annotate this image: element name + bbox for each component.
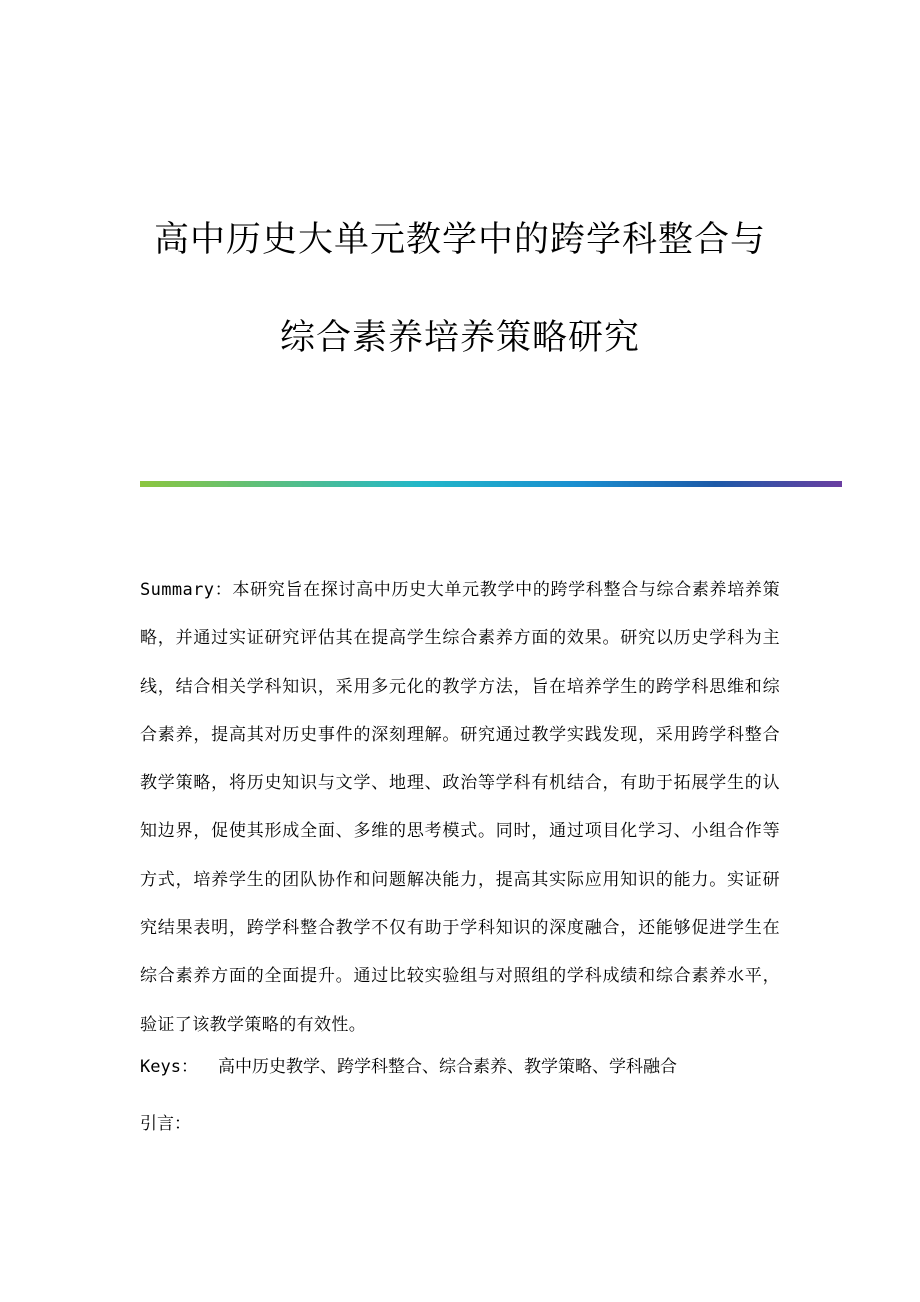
abstract-paragraph xyxy=(140,566,780,1049)
document-title-line-2: 综合素养培养策略研究 xyxy=(279,318,640,358)
introduction-heading: 引言： xyxy=(140,1114,191,1134)
gradient-divider xyxy=(140,481,842,487)
keywords-text: 高中历史教学、跨学科整合、综合素养、教学策略、学科融合 xyxy=(217,1057,677,1077)
abstract-label: Summary： xyxy=(140,580,233,600)
abstract-text: 本研究旨在探讨高中历史大单元教学中的跨学科整合与综合素养培养策略，并通过实证研究评估其在提高学生综合素养方面的效果。研究以历史学科为主线，结合相关学科知识，采用多元化的教学方法，旨在培养学生的跨学科思维和综合素养，提高其对历史事件的深刻理解。研究通过教学实践发现，采用跨学科整合教学策略，将历史知识与文学、地理、政治等学科有机结合，有助于拓展学生的认知边界，促使其形成全面、多维的思考模式。同时，通过项目化学习、小组合作等方式，培养学生的团队协作和问题解决能力，提高其实际应用知识的能力。实证研究结果表明，跨学科整合教学不仅有助于学科知识的深度融合，还能够促进学生在综合素养方面的全面提升。通过比较实验组与对照组的学科成绩和综合素养水平，验证了该教学策略的有效性。 xyxy=(140,580,780,1035)
keywords-label: Keys： xyxy=(140,1057,198,1077)
document-title-line-1: 高中历史大单元教学中的跨学科整合与 xyxy=(153,220,766,260)
keywords-line xyxy=(140,1054,820,1080)
